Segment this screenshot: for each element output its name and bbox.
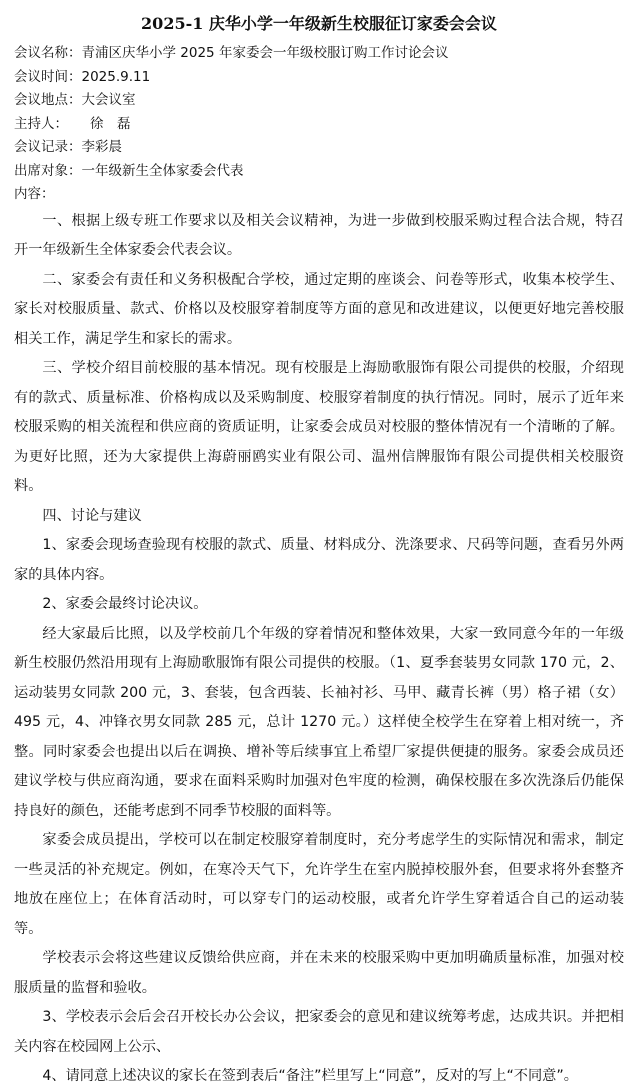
paragraph-item-1: 1、家委会现场查验现有校服的款式、质量、材料成分、洗涤要求、尺码等问题，查看另外两家的具体内容。 xyxy=(14,537,624,583)
paragraph-item-2: 2、家委会最终讨论决议。 xyxy=(42,596,208,612)
meeting-location-row xyxy=(14,89,624,113)
meeting-time-row xyxy=(14,66,624,90)
recorder-label: 会议记录： xyxy=(14,139,82,155)
paragraph-section-3: 三、学校介绍目前校服的基本情况。现有校服是上海励歌服饰有限公司提供的校服，介绍现有的款式、质量标准、价格构成以及采购制度、校服穿着制度的执行情况。同时，展示了近年来校服采购的相关流程和供应商的资质证明，让家委会成员对校服的整体情况有一个清晰的了解。为更好比照，还为大家提供上海蔚丽鸥实业有限公司、温州信牌服饰有限公司提供相关校服资料。 xyxy=(14,360,624,494)
host-value: 徐 磊 xyxy=(90,115,131,132)
attendees-value: 一年级新生全体家委会代表 xyxy=(81,162,244,179)
attendees-row xyxy=(14,160,624,184)
meeting-content xyxy=(14,207,624,1092)
meeting-time-label: 会议时间： xyxy=(14,68,82,85)
host-row xyxy=(14,113,624,137)
meeting-name-value: 青浦区庆华小学 2025 年家委会一年级校服订购工作讨论会议 xyxy=(81,45,449,61)
content-label: 内容： xyxy=(14,186,55,202)
paragraph-suggestion: 家委会成员提出，学校可以在制定校服穿着制度时，充分考虑学生的实际情况和需求，制定一些灵活的补充规定。例如，在寒冷天气下，允许学生在室内脱掉校服外套，但要求将外套整齐地放在座位上；在体育活动时，可以穿专门的运动校服，或者允许学生穿着适合自己的运动装等。 xyxy=(14,832,624,937)
section-4-heading: 四、讨论与建议 xyxy=(42,507,142,524)
attendees-label: 出席对象： xyxy=(14,162,82,179)
recorder-row xyxy=(14,136,624,160)
paragraph-decision: 经大家最后比照，以及学校前几个年级的穿着情况和整体效果，大家一致同意今年的一年级新生校服仍然沿用现有上海励歌服饰有限公司提供的校服。（1、夏季套装男女同款 170 元，2、运动装男女同款 200 元，3、套装，包含西装、长袖衬衫、马甲、藏青长裤（男）格子裙（女）495 元，4、冲锋衣男女同款 285 元，总计 1270 元。）这样使全校学生在穿着上相对统一，齐整。同时家委会也提出以后在调换、增补等后续事宜上希望厂家提供便捷的服务。家委会成员还建议学校与供应商沟通，要求在面料采购时加强对色牢度的检测，确保校服在多次洗涤后仍能保持良好的颜色，还能考虑到不同季节校服的面料等。 xyxy=(14,625,624,819)
paragraph-item-4: 4、请同意上述决议的家长在签到表后“备注”栏里写上“同意”，反对的写上“不同意”。 xyxy=(42,1068,578,1084)
meeting-location-label: 会议地点： xyxy=(14,92,82,108)
paragraph-school-feedback: 学校表示会将这些建议反馈给供应商，并在未来的校服采购中更加明确质量标准，加强对校服质量的监督和验收。 xyxy=(14,950,624,996)
meeting-location-value: 大会议室 xyxy=(81,92,136,108)
paragraph-section-1: 一、根据上级专班工作要求以及相关会议精神，为进一步做到校服采购过程合法合规，特召开一年级新生全体家委会代表会议。 xyxy=(14,212,624,258)
meeting-name-label: 会议名称： xyxy=(14,45,82,61)
host-label: 主持人： xyxy=(14,115,68,132)
paragraph-section-2: 二、家委会有责任和义务积极配合学校，通过定期的座谈会、问卷等形式，收集本校学生、家长对校服质量、款式、价格以及校服穿着制度等方面的意见和改进建议，以便更好地完善校服相关工作，满足学生和家长的需求。 xyxy=(14,271,624,347)
meeting-time-value: 2025.9.11 xyxy=(81,68,151,85)
document-title: 2025-1 庆华小学一年级新生校服征订家委会会议 xyxy=(141,14,497,33)
paragraph-item-3: 3、学校表示会后会召开校长办公会议，把家委会的意见和建议统筹考虑，达成共识。并把相关内容在校园网上公示、 xyxy=(14,1009,624,1055)
meeting-info xyxy=(14,42,624,207)
recorder-value: 李彩晨 xyxy=(81,139,122,155)
meeting-name-row xyxy=(14,42,624,66)
